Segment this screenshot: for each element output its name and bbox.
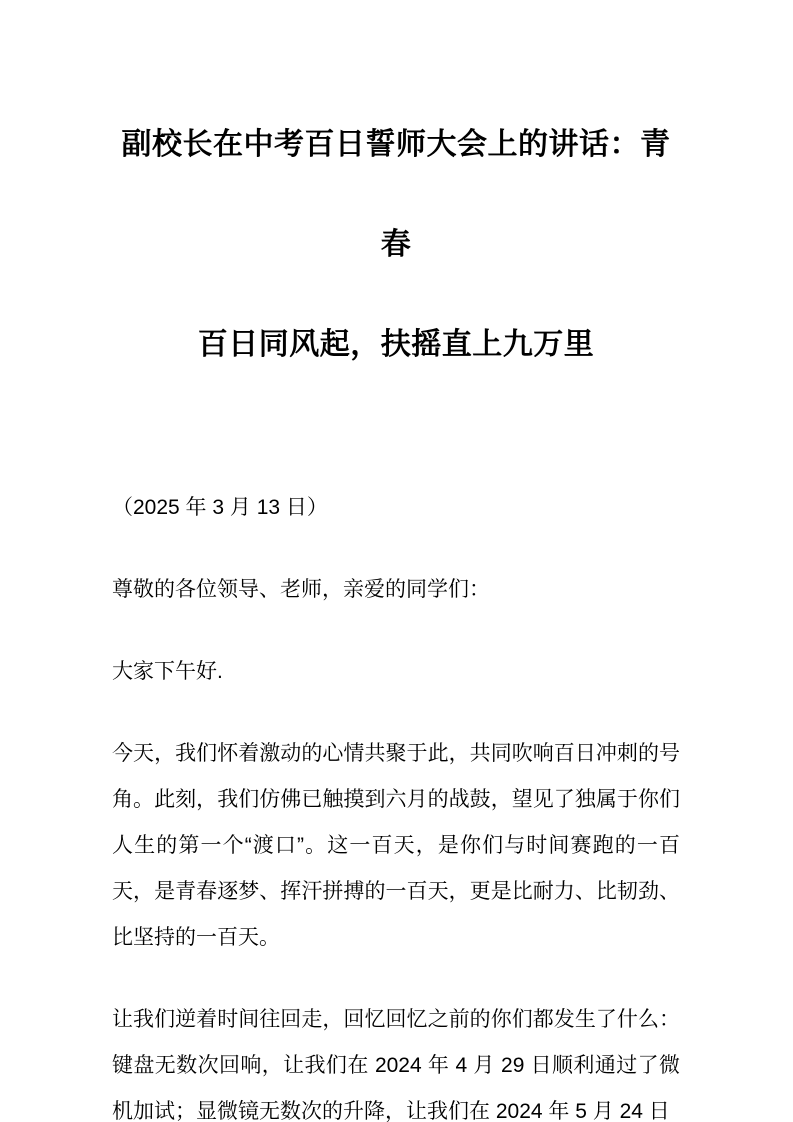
document-body [112,485,680,1122]
document-title [112,95,680,395]
body-paragraph-2: 让我们逆着时间往回走，回忆回忆之前的你们都发生了什么：键盘无数次回响，让我们在 2024 年 4 月 29 日顺利通过了微机加试；显微镜无数次的升降，让我们在 2024 年 5 月 24 日 [112,1008,680,1122]
document-title-line-2: 百日同风起，扶摇直上九万里 [197,328,595,361]
body-paragraph-1: 今天，我们怀着激动的心情共聚于此，共同吹响百日冲刺的号角。此刻，我们仿佛已触摸到六月的战鼓，望见了独属于你们人生的第一个“渡口”。这一百天，是你们与时间赛跑的一百天，是青春逐梦、挥汗拼搏的一百天，更是比耐力、比韧劲、比坚持的一百天。 [112,742,680,949]
salutation-line: 尊敬的各位领导、老师，亲爱的同学们： [112,578,490,601]
document-title-line-1: 副校长在中考百日誓师大会上的讲话：青春 [121,128,671,261]
greeting-line: 大家下午好. [112,660,223,683]
date-line: （2025 年 3 月 13 日） [112,496,328,519]
